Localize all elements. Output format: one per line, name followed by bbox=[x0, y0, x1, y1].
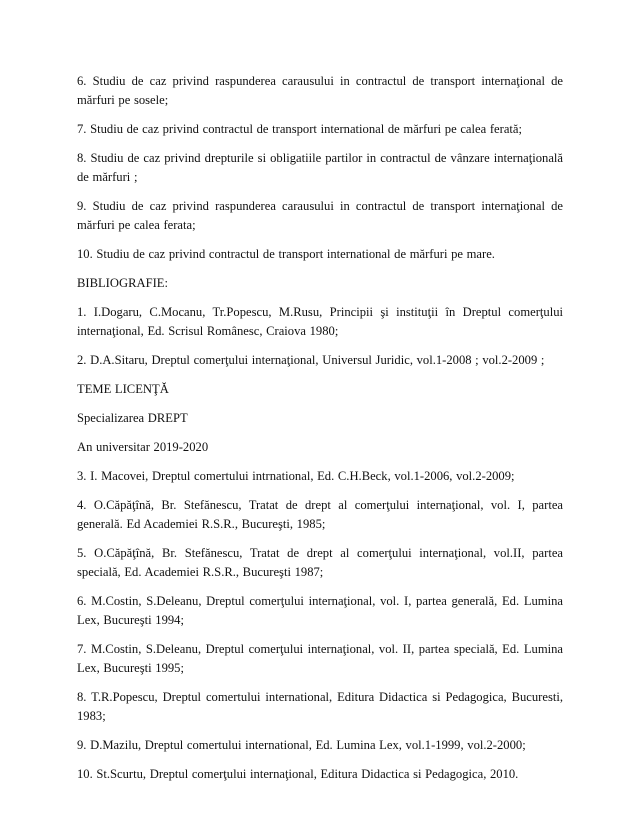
topic-6-sosele: 6. Studiu de caz privind raspunderea carausului in contractul de transport internaţional de mărfuri pe sosele; bbox=[77, 74, 563, 107]
bibliography-item-4: 4. O.Căpăţînă, Br. Stefănescu, Tratat de drept al comerţului internaţional, vol. I, partea generală. Ed Academiei R.S.R., Bucureşti, 1985; bbox=[77, 498, 563, 531]
topic-7-cale-ferata: 7. Studiu de caz privind contractul de transport international de mărfuri pe calea ferată; bbox=[77, 122, 522, 136]
bibliography-item-7: 7. M.Costin, S.Deleanu, Dreptul comerţului internaţional, vol. II, partea specială, Ed. Lumina Lex, Bucureşti 1995; bbox=[77, 642, 563, 675]
bibliography-item-5: 5. O.Căpăţînă, Br. Stefănescu, Tratat de drept al comerţului internaţional, vol.II, partea specială, Ed. Academiei R.S.R., Bucureşti 1987; bbox=[77, 546, 563, 579]
bibliography-heading: BIBLIOGRAFIE: bbox=[77, 276, 168, 290]
section-heading-teme-licenta: TEME LICENŢĂ bbox=[77, 382, 169, 396]
document-page bbox=[77, 72, 563, 794]
topic-8-vanzare: 8. Studiu de caz privind drepturile si obligatiile partilor in contractul de vânzare internaţională de mărfuri ; bbox=[77, 151, 563, 184]
bibliography-item-10: 10. St.Scurtu, Dreptul comerţului internaţional, Editura Didactica si Pedagogica, 2010. bbox=[77, 767, 519, 781]
bibliography-item-3: 3. I. Macovei, Dreptul comertului intrnational, Ed. C.H.Beck, vol.1-2006, vol.2-2009; bbox=[77, 469, 515, 483]
bibliography-item-1: 1. I.Dogaru, C.Mocanu, Tr.Popescu, M.Rusu, Principii şi instituţii în Dreptul comerţului internaţional, Ed. Scrisul Românesc, Craiova 1980; bbox=[77, 305, 563, 338]
topic-9-raspundere-cale-ferata: 9. Studiu de caz privind raspunderea carausului in contractul de transport internaţional de mărfuri pe calea ferata; bbox=[77, 199, 563, 232]
bibliography-item-6: 6. M.Costin, S.Deleanu, Dreptul comerţului internaţional, vol. I, partea generală, Ed. Lumina Lex, Bucureşti 1994; bbox=[77, 594, 563, 627]
bibliography-item-2: 2. D.A.Sitaru, Dreptul comerţului internaţional, Universul Juridic, vol.1-2008 ; vol.2-2009 ; bbox=[77, 353, 545, 367]
topic-10-mare: 10. Studiu de caz privind contractul de transport international de mărfuri pe mare. bbox=[77, 247, 495, 261]
academic-year-line: An universitar 2019-2020 bbox=[77, 440, 209, 454]
specialization-line: Specializarea DREPT bbox=[77, 411, 188, 425]
bibliography-item-8: 8. T.R.Popescu, Dreptul comertului international, Editura Didactica si Pedagogica, Bucuresti, 1983; bbox=[77, 690, 563, 723]
bibliography-item-9: 9. D.Mazilu, Dreptul comertului international, Ed. Lumina Lex, vol.1-1999, vol.2-2000; bbox=[77, 738, 526, 752]
